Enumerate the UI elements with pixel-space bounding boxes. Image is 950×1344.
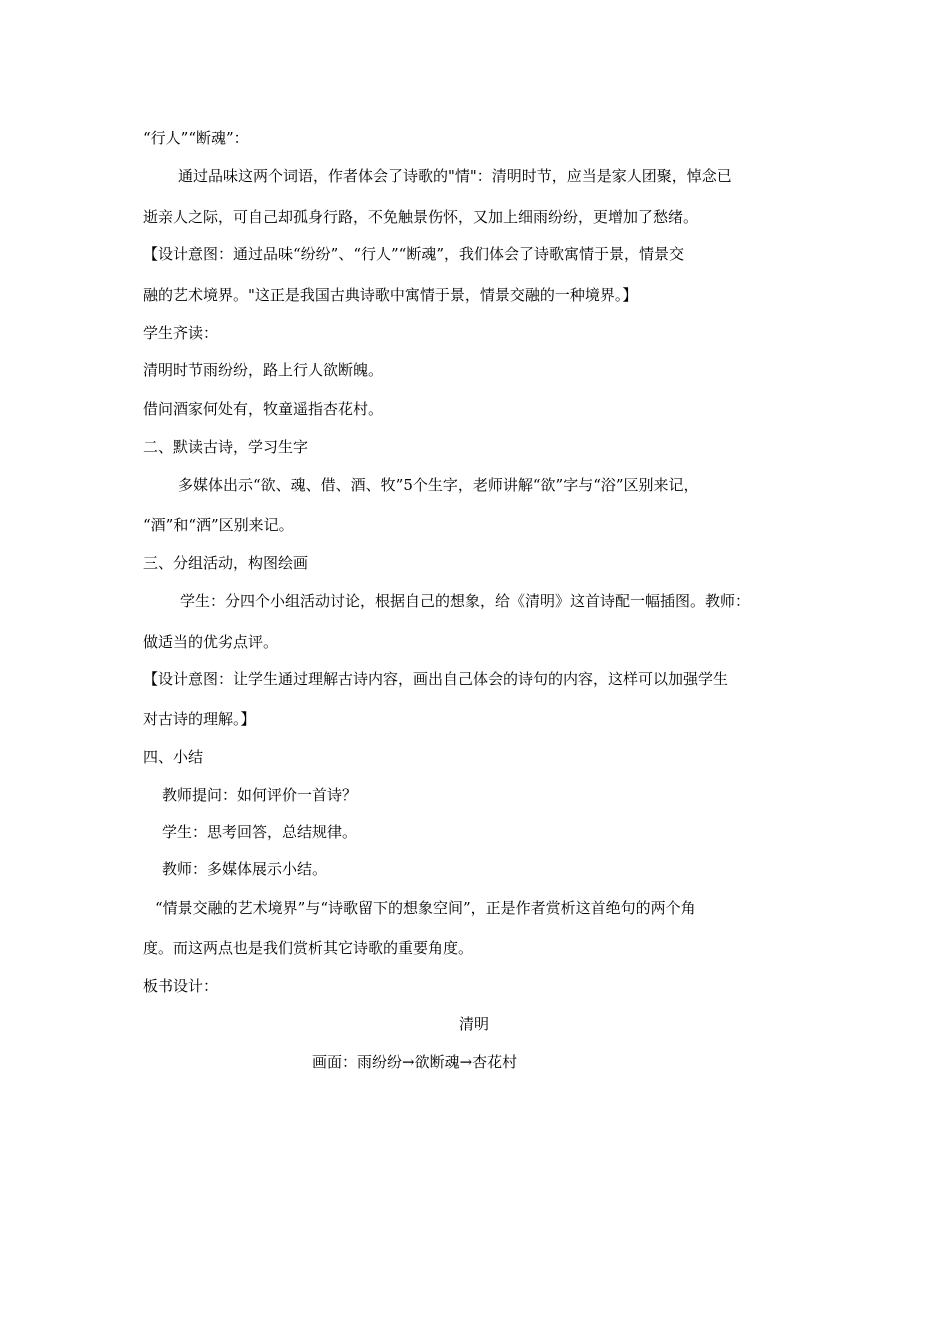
section-heading: 三、分组活动，构图绘画 (143, 554, 309, 572)
board-content: 画面：雨纷纷→欲断魂→杏花村 (312, 1053, 518, 1071)
poem-line: 清明时节雨纷纷，路上行人欲断魄。 (143, 361, 384, 379)
board-title: 清明 (459, 1015, 490, 1033)
design-intent-note: 对古诗的理解。】 (143, 710, 256, 728)
paragraph-line: 多媒体出示“欲、魂、借、酒、牧”5个生字，老师讲解“欲”字与“浴”区别来记， (178, 476, 699, 494)
paragraph-line: 教师提问：如何评价一首诗？ (162, 786, 358, 804)
poem-line: 借问酒家何处有，牧童遥指杏花村。 (143, 400, 384, 418)
text-line: 学生齐读： (143, 324, 219, 342)
design-intent-note: 融的艺术境界。"这正是我国古典诗歌中寓情于景，情景交融的一种境界。】 (143, 286, 638, 304)
paragraph-line: “酒”和“洒”区别来记。 (143, 516, 294, 534)
text-line: “行人”“断魂”： (143, 129, 249, 147)
section-heading: 四、小结 (143, 748, 204, 766)
section-heading: 二、默读古诗，学习生字 (143, 438, 309, 456)
paragraph-line: 逝亲人之际，可自己却孤身行路，不免触景伤怀，又加上细雨纷纷，更增加了愁绪。 (143, 208, 699, 226)
paragraph-line: 学生：分四个小组活动讨论，根据自己的想象，给《清明》这首诗配一幅插图。教师： (180, 592, 751, 610)
design-intent-note: 【设计意图：通过品味“纷纷”、“行人”“断魂”，我们体会了诗歌寓情于景，情景交 (143, 245, 685, 263)
paragraph-line: 学生：思考回答，总结规律。 (162, 823, 358, 841)
paragraph-line: 通过品味这两个词语，作者体会了诗歌的"情"：清明时节，应当是家人团聚，悼念已 (178, 167, 732, 185)
paragraph-line: 教师：多媒体展示小结。 (162, 860, 328, 878)
paragraph-line: 做适当的优劣点评。 (143, 633, 279, 651)
text-line: 板书设计： (143, 977, 219, 995)
paragraph-line: “情景交融的艺术境界”与“诗歌留下的想象空间”，正是作者赏析这首绝句的两个角 (155, 899, 696, 917)
paragraph-line: 度。而这两点也是我们赏析其它诗歌的重要角度。 (143, 939, 474, 957)
design-intent-note: 【设计意图：让学生通过理解古诗内容，画出自己体会的诗句的内容，这样可以加强学生 (143, 670, 729, 688)
